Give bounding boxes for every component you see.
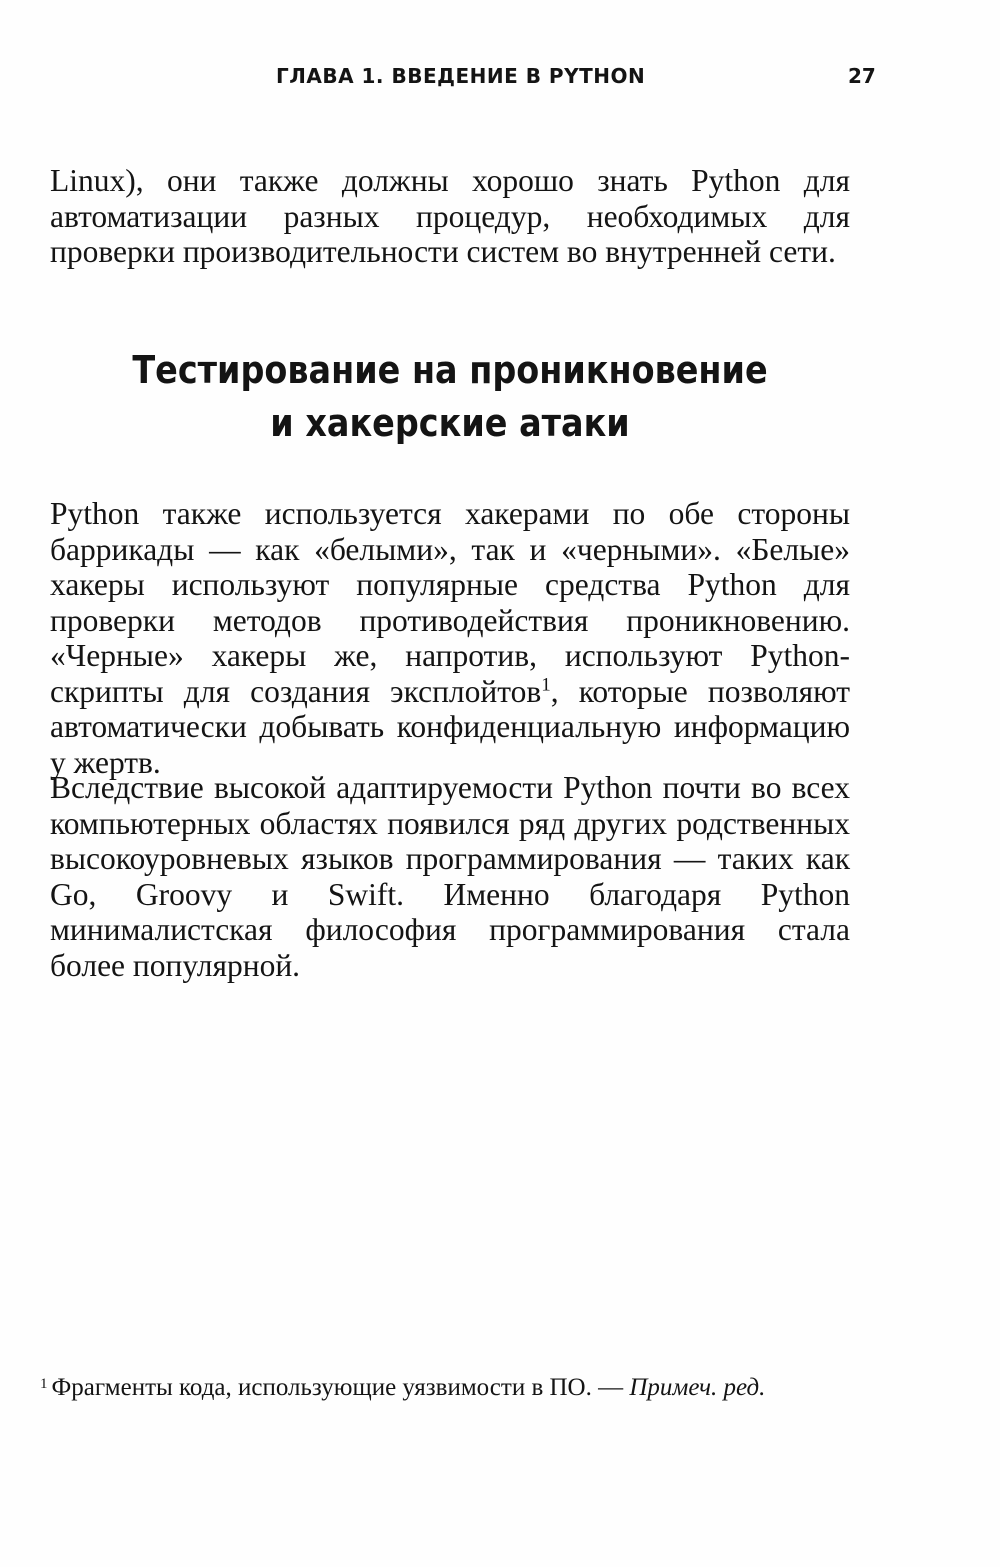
footnote-marker: 1 (40, 1376, 48, 1392)
paragraph-adaptability: Вследствие высокой адаптируемости Python почти во всех компьютерных областях появился ряд других родственных высокоуровневых языков программирования — таких как Go, Groovy и Swift. Именно благодаря Python минималистская философия программирования стала более популярной. (50, 770, 850, 983)
footnote (40, 1373, 860, 1403)
section-heading (98, 344, 802, 450)
section-heading-line-1: Тестирование на проникновение (132, 348, 768, 392)
footnote-text: Фрагменты кода, использующие уязвимости в ПО. — (51, 1374, 630, 1401)
footnote-reference: 1 (541, 674, 551, 695)
section-heading-line-2: и хакерские атаки (270, 401, 630, 445)
paragraph-hackers-text-end: , которые позволяют автоматически добывать конфиденциальную информацию у жертв. (50, 673, 850, 780)
running-title: ГЛАВА 1. ВВЕДЕНИЕ В PYTHON (276, 64, 646, 88)
footnote-editor-note: Примеч. ред. (629, 1374, 766, 1401)
page-number: 27 (848, 64, 876, 88)
paragraph-hackers-text-start: Python также используется хакерами по обе стороны баррикады — как «белыми», так и «черными». «Белые» хакеры используют популярные средства Python для проверки методов противодействия проникновению. «Черные» хакеры же, напротив, используют Python-скрипты для создания эксплойтов (50, 496, 850, 709)
paragraph-continuation: Linux), они также должны хорошо знать Python для автоматизации разных процедур, необходимых для проверки производительности систем во внутренней сети. (50, 163, 850, 269)
paragraph-hackers (50, 496, 850, 780)
